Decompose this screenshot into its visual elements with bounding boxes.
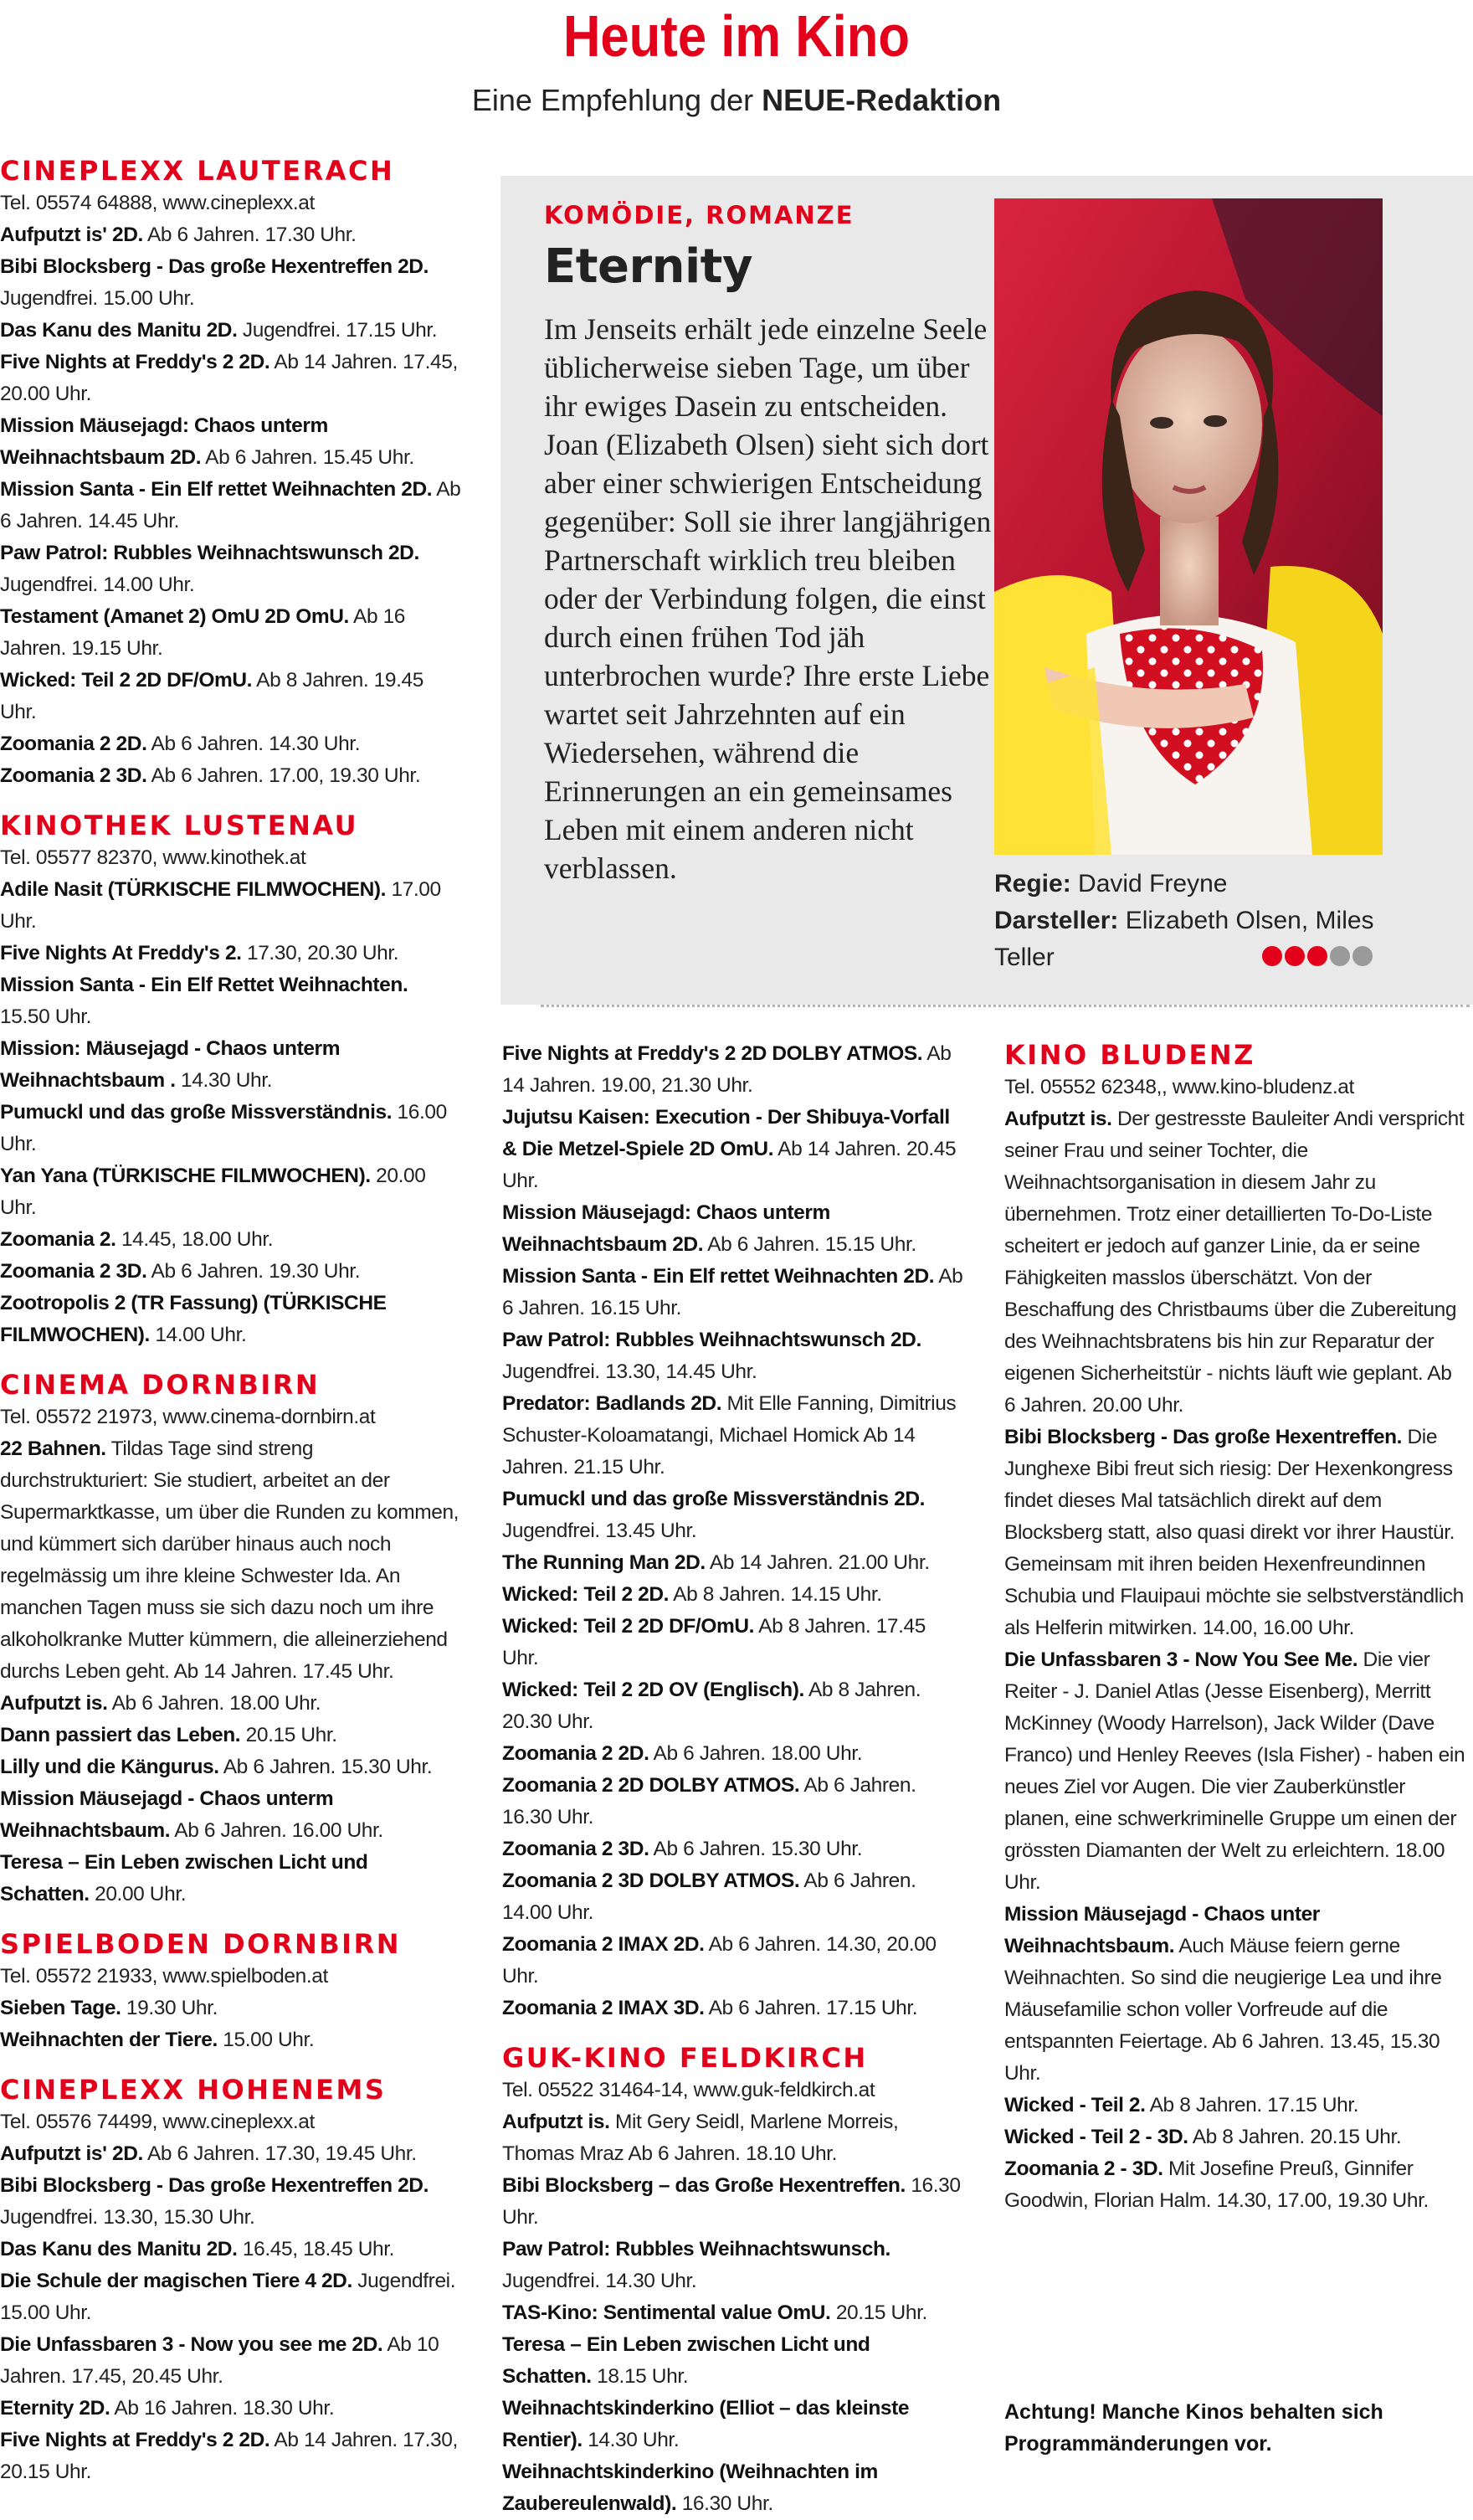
listing-line — [502, 1197, 964, 1261]
listing-line — [1004, 1422, 1466, 1644]
cinema-block — [0, 1927, 462, 2056]
listing-details: Ab 6 Jahren. 19.30 Uhr. — [146, 1260, 361, 1283]
cast-label: Darsteller: — [994, 907, 1119, 934]
listing-details: Jugendfrei. 15.00 Uhr. — [0, 287, 195, 310]
listing-line — [502, 1833, 964, 1865]
listing-line — [0, 1720, 462, 1751]
subtitle-brand: NEUE-Redaktion — [762, 83, 1002, 117]
film-title: The Running Man 2D. — [502, 1551, 706, 1574]
listing-details: Ab 6 Jahren. 14.00 Uhr. — [502, 1869, 916, 1924]
feature-genre: KOMÖDIE, ROMANZE — [544, 201, 855, 229]
listing-details: Ab 16 Jahren. 18.30 Uhr. — [110, 2397, 335, 2420]
cinema-block — [0, 809, 462, 1351]
listing-details: Ab 14 Jahren. 20.45 Uhr. — [502, 1138, 957, 1192]
listing-line — [502, 2456, 964, 2520]
listing-line — [502, 2106, 964, 2170]
listing-line — [502, 1102, 964, 1197]
listing-details: Ab 14 Jahren. 17.45, 20.00 Uhr. — [0, 351, 458, 405]
film-title: Five Nights At Freddy's 2. — [0, 942, 242, 964]
listing-line — [0, 537, 462, 601]
listing-details: Ab 6 Jahren. 17.15 Uhr. — [704, 1997, 918, 2019]
listing-line — [502, 1261, 964, 1324]
listing-details: Der gestresste Bauleiter Andi verspricht seiner Frau und seiner Tochter, die Weihnachtsorganisation in diesem Jahr zu übernehmen. Trotz einer detaillierten To-Do-Liste scheitert er jedoch auf ganzer Linie, da er seine Fähigkeiten masslos überschätzt. Von der Beschaffung des Christbaums über die Zubereitung des Weihnachtsbratens bis hin zur Reparatur der eigenen Sicherheitstür - nichts läuft wie geplant. Ab 6 Jahren. 20.00 Uhr. — [1004, 1108, 1465, 1417]
listing-line — [0, 2024, 462, 2056]
film-title: Paw Patrol: Rubbles Weihnachtswunsch 2D. — [0, 542, 419, 564]
listing-details: 14.45, 18.00 Uhr. — [115, 1228, 274, 1251]
subtitle-text: Eine Empfehlung der — [471, 83, 762, 117]
listing-line — [0, 1097, 462, 1160]
film-title: Zoomania 2 IMAX 2D. — [502, 1933, 705, 1956]
listing-line — [1004, 1899, 1466, 2090]
film-title: Wicked: Teil 2 2D DF/OmU. — [502, 1615, 755, 1638]
listing-details: Ab 8 Jahren. 17.15 Uhr. — [1145, 2094, 1359, 2116]
film-title: Teresa – Ein Leben zwischen Licht und Schatten. — [502, 2333, 870, 2388]
cinema-column-middle — [502, 1038, 964, 2520]
film-title: Paw Patrol: Rubbles Weihnachtswunsch. — [502, 2238, 890, 2260]
listing-details: 17.00 Uhr. — [0, 878, 441, 933]
film-title: Zoomania 2 3D. — [0, 764, 147, 787]
film-title: Aufputzt is. — [502, 2111, 610, 2133]
listing-details: 20.15 Uhr. — [240, 1724, 337, 1746]
listing-details: Ab 10 Jahren. 17.45, 20.45 Uhr. — [0, 2333, 439, 2388]
listing-details: Ab 14 Jahren. 17.30, 20.15 Uhr. — [0, 2429, 458, 2483]
listing-line — [502, 2297, 964, 2329]
listing-details: 14.30 Uhr. — [175, 1069, 273, 1092]
film-title: Weihnachtskinderkino (Weihnachten im Zaubereulenwald). — [502, 2461, 878, 2515]
listing-line — [0, 188, 462, 219]
listing-line — [0, 1288, 462, 1351]
listing-line — [0, 474, 462, 537]
film-title: TAS-Kino: Sentimental value OmU. — [502, 2301, 831, 2324]
listing-line — [0, 1751, 462, 1783]
film-title: Predator: Badlands 2D. — [502, 1392, 722, 1415]
listing-line — [0, 1993, 462, 2024]
listing-details: Ab 6 Jahren. 15.45 Uhr. — [201, 446, 414, 469]
film-title: Mission Mäusejagd - Chaos unterm Weihnachtsbaum. — [0, 1787, 334, 1842]
film-title: Weihnachtskinderkino (Elliot – das kleinste Rentier). — [502, 2397, 910, 2451]
listing-details: Auch Mäuse feiern gerne Weihnachten. So sind die neugierige Lea und ihre Mäusefamilie schon voller Vorfreude auf die entspannten Feiertage. Ab 6 Jahren. 13.45, 15.30 Uhr. — [1004, 1935, 1442, 2085]
feature-title: Eternity — [544, 239, 752, 294]
listing-details: Ab 14 Jahren. 19.00, 21.30 Uhr. — [502, 1042, 952, 1097]
listing-details: 20.15 Uhr. — [830, 2301, 927, 2324]
listing-line — [502, 2170, 964, 2234]
listing-details: Ab 6 Jahren. 14.45 Uhr. — [0, 478, 461, 532]
listing-details: Mit Elle Fanning, Dimitrius Schuster-Koloamatangi, Michael Homick Ab 14 Jahren. 21.15 Uhr. — [502, 1392, 957, 1479]
listing-details: Die vier Reiter - J. Daniel Atlas (Jesse Eisenberg), Merritt McKinney (Woody Harrelson), Jack Wilder (Dave Franco) und Henley Reeves (Isla Fisher) - haben ein neues Ziel vor Augen. Die vier Zauberkünstler planen, eine schwerkriminelle Gruppe um einen der grössten Diamanten der Welt zu erleichtern. 18.00 Uhr. — [1004, 1648, 1465, 1894]
cinema-name: KINO BLUDENZ — [1004, 1039, 1255, 1071]
listing-line — [502, 2393, 964, 2456]
film-title: Zoomania 2 2D. — [0, 733, 147, 755]
listing-line — [1004, 2121, 1466, 2153]
listing-line — [0, 2234, 462, 2265]
cinema-block — [0, 2073, 462, 2488]
listing-details: Ab 6 Jahren. 18.00 Uhr. — [107, 1692, 321, 1715]
cinema-block — [0, 1368, 462, 1911]
listing-details: Ab 6 Jahren. 18.00 Uhr. — [649, 1742, 863, 1765]
listing-details: Ab 6 Jahren. 16.00 Uhr. — [170, 1819, 383, 1842]
listing-details: Ab 6 Jahren. 16.30 Uhr. — [502, 1774, 916, 1828]
film-title: Aufputzt is' 2D. — [0, 2142, 143, 2165]
listing-details: Mit Josefine Preuß, Ginnifer Goodwin, Florian Halm. 14.30, 17.00, 19.30 Uhr. — [1004, 2157, 1429, 2212]
film-title: Zoomania 2 3D. — [0, 1260, 147, 1283]
cinema-column-right — [1004, 1038, 1466, 2217]
listing-details: Ab 6 Jahren. 17.30, 19.45 Uhr. — [142, 2142, 417, 2165]
film-title: Aufputzt is. — [0, 1692, 108, 1715]
listing-details: Tel. 05577 82370, www.kinothek.at — [0, 846, 306, 869]
listing-details: Ab 6 Jahren. 17.30 Uhr. — [142, 224, 357, 246]
listing-line — [502, 1611, 964, 1674]
film-title: Mission Mäusejagd: Chaos unterm Weihnachtsbaum 2D. — [0, 414, 328, 469]
feature-synopsis: Im Jenseits erhält jede einzelne Seele üblicherweise sieben Tage, um über ihr ewiges Dasein zu entscheiden. Joan (Elizabeth Olsen) sieht sich dort aber einer schwierigen Entscheidung gegenüber: Soll sie ihrer langjährigen Partnerschaft wirklich treu bleiben oder der Verbindung folgen, die einst durch einen frühen Tod jäh unterbrochen wurde? Ihre erste Liebe wartet seit Jahrzehnten auf ein Wiedersehen, während die Erinnerungen an ein gemeinsames Leben mit einem anderen nicht verblassen. — [544, 312, 992, 885]
listing-line — [502, 1547, 964, 1579]
listing-details: Tel. 05522 31464-14, www.guk-feldkirch.at — [502, 2079, 875, 2101]
rating-dot-filled — [1307, 946, 1327, 966]
listing-details: Ab 6 Jahren. 14.30 Uhr. — [146, 733, 361, 755]
film-title: Bibi Blocksberg - Das große Hexentreffen 2D. — [0, 2174, 429, 2197]
listing-details: Ab 16 Jahren. 19.15 Uhr. — [0, 605, 406, 660]
film-title: Jujutsu Kaisen: Execution - Der Shibuya-Vorfall & Die Metzel-Spiele 2D OmU. — [502, 1106, 950, 1160]
listing-line — [0, 1688, 462, 1720]
rating-dot-filled — [1285, 946, 1305, 966]
director-line — [994, 866, 1388, 903]
film-title: Mission Santa - Ein Elf rettet Weihnachten 2D. — [0, 478, 433, 501]
feature-photo — [994, 198, 1383, 855]
film-title: Wicked: Teil 2 2D. — [502, 1583, 670, 1606]
listing-line — [0, 601, 462, 665]
film-title: Five Nights at Freddy's 2 2D. — [0, 2429, 270, 2451]
cinema-block — [1004, 1038, 1466, 2217]
film-title: Die Unfassbaren 3 - Now you see me 2D. — [0, 2333, 383, 2356]
director-label: Regie: — [994, 870, 1071, 897]
listing-line — [1004, 2153, 1466, 2217]
listing-line — [502, 1993, 964, 2024]
listing-line — [1004, 1644, 1466, 1899]
listing-details: Ab 8 Jahren. 17.45 Uhr. — [502, 1615, 926, 1669]
film-title: Sieben Tage. — [0, 1997, 121, 2019]
film-title: Mission Mäusejagd: Chaos unterm Weihnachtsbaum 2D. — [502, 1201, 830, 1256]
cinema-block — [502, 1038, 964, 2024]
listing-line — [0, 1433, 462, 1688]
page-title: Heute im Kino — [562, 3, 911, 69]
film-title: Paw Patrol: Rubbles Weihnachtswunsch 2D. — [502, 1329, 921, 1351]
listing-details: Ab 6 Jahren. 15.30 Uhr. — [649, 1838, 863, 1860]
film-title: Mission: Mäusejagd - Chaos unterm Weihnachtsbaum . — [0, 1037, 341, 1092]
film-title: Bibi Blocksberg - Das große Hexentreffen 2D. — [0, 255, 429, 278]
film-title: Zoomania 2 3D DOLBY ATMOS. — [502, 1869, 800, 1892]
listing-details: Ab 6 Jahren. 14.30, 20.00 Uhr. — [502, 1933, 937, 1988]
film-title: Teresa – Ein Leben zwischen Licht und Schatten. — [0, 1851, 368, 1905]
film-title: Zoomania 2 - 3D. — [1004, 2157, 1163, 2180]
listing-line — [0, 2393, 462, 2425]
listing-line — [0, 2265, 462, 2329]
film-title: Zoomania 2 3D. — [502, 1838, 649, 1860]
listing-line — [0, 1847, 462, 1911]
listing-details: Jugendfrei. 13.45 Uhr. — [502, 1520, 697, 1542]
cinema-name: SPIELBODEN DORNBIRN — [0, 1928, 401, 1960]
film-title: Yan Yana (TÜRKISCHE FILMWOCHEN). — [0, 1165, 371, 1187]
listing-details: 15.00 Uhr. — [217, 2029, 315, 2051]
listing-line — [0, 1256, 462, 1288]
listing-details: 19.30 Uhr. — [121, 1997, 218, 2019]
listing-line — [502, 2329, 964, 2393]
listing-line — [0, 969, 462, 1033]
listing-line — [0, 938, 462, 969]
rating-dots — [1262, 946, 1375, 968]
listing-line — [0, 2425, 462, 2488]
film-title: Wicked - Teil 2. — [1004, 2094, 1146, 2116]
cinema-block — [0, 154, 462, 792]
listing-details: Ab 8 Jahren. 19.45 Uhr. — [0, 669, 423, 723]
cinema-name: KINOTHEK LUSTENAU — [0, 810, 359, 841]
listing-details: Jugendfrei. 13.30, 15.30 Uhr. — [0, 2206, 255, 2229]
listing-details: Ab 14 Jahren. 21.00 Uhr. — [705, 1551, 930, 1574]
listing-line — [0, 842, 462, 874]
listing-line — [502, 1324, 964, 1388]
listing-line — [0, 2138, 462, 2170]
listing-details: Tildas Tage sind streng durchstrukturiert: Sie studiert, arbeitet an der Supermarktkasse, um über die Runden zu kommen, und kümmert sich darüber hinaus auch noch regelmässig um ihre kleine Schwester Ida. An manchen Tagen muss sie sich dazu noch um ihre alkoholkranke Mutter kümmern, die alleinerziehend durchs Leben geht. Ab 14 Jahren. 17.45 Uhr. — [0, 1437, 459, 1683]
film-title: Zoomania 2 IMAX 3D. — [502, 1997, 705, 2019]
listing-line — [0, 1783, 462, 1847]
film-title: Aufputzt is. — [1004, 1108, 1112, 1130]
rating-dot-empty — [1330, 946, 1350, 966]
film-title: Das Kanu des Manitu 2D. — [0, 2238, 238, 2260]
listing-line — [0, 219, 462, 251]
listing-line — [502, 2234, 964, 2297]
listing-line — [0, 1401, 462, 1433]
program-change-notice: Achtung! Manche Kinos behalten sich Programmänderungen vor. — [1004, 2400, 1383, 2456]
listing-details: Ab 8 Jahren. 14.15 Uhr. — [669, 1583, 882, 1606]
rating-dot-empty — [1352, 946, 1373, 966]
film-title: Adile Nasit (TÜRKISCHE FILMWOCHEN). — [0, 878, 387, 901]
film-title: Pumuckl und das große Missverständnis. — [0, 1101, 393, 1124]
listing-line — [0, 2170, 462, 2234]
film-title: Zootropolis 2 (TR Fassung) (TÜRKISCHE FILMWOCHEN). — [0, 1292, 387, 1346]
listing-details: Tel. 05572 21933, www.spielboden.at — [0, 1965, 328, 1988]
cast-names: Elizabeth Olsen, Miles Teller — [994, 907, 1374, 971]
listing-details: Ab 8 Jahren. 20.30 Uhr. — [502, 1679, 921, 1733]
listing-line — [0, 410, 462, 474]
cinema-name: CINEPLEXX HOHENEMS — [0, 2074, 387, 2106]
listing-details: 14.30 Uhr. — [582, 2429, 680, 2451]
listing-line — [502, 2075, 964, 2106]
film-title: Zoomania 2 2D. — [502, 1742, 649, 1765]
listing-details: 14.00 Uhr. — [149, 1324, 247, 1346]
listing-details: Ab 8 Jahren. 20.15 Uhr. — [1188, 2126, 1402, 2148]
listing-details: 20.00 Uhr. — [0, 1165, 426, 1219]
listing-details: 16.30 Uhr. — [502, 2174, 961, 2229]
film-title: Dann passiert das Leben. — [0, 1724, 241, 1746]
film-title: Wicked: Teil 2 2D OV (Englisch). — [502, 1679, 804, 1701]
listing-details: Ab 6 Jahren. 16.15 Uhr. — [502, 1265, 963, 1319]
film-still-image — [994, 198, 1383, 855]
film-title: Mission Santa - Ein Elf Rettet Weihnachten. — [0, 974, 408, 996]
listing-details: Tel. 05576 74499, www.cineplexx.at — [0, 2111, 315, 2133]
listing-details: 18.15 Uhr. — [591, 2365, 689, 2388]
listing-line — [0, 315, 462, 347]
listing-line — [0, 874, 462, 938]
listing-line — [502, 1738, 964, 1770]
film-title: Die Unfassbaren 3 - Now You See Me. — [1004, 1648, 1358, 1671]
feature-divider — [541, 1005, 1470, 1007]
listing-details: Ab 6 Jahren. 17.00, 19.30 Uhr. — [146, 764, 421, 787]
listing-line — [502, 1484, 964, 1547]
film-title: Weihnachten der Tiere. — [0, 2029, 218, 2051]
film-title: Wicked: Teil 2 2D DF/OmU. — [0, 669, 253, 692]
listing-details: Jugendfrei. 15.00 Uhr. — [0, 2270, 456, 2324]
film-title: Die Schule der magischen Tiere 4 2D. — [0, 2270, 352, 2292]
listing-details: Mit Gery Seidl, Marlene Morreis, Thomas Mraz Ab 6 Jahren. 18.10 Uhr. — [502, 2111, 899, 2165]
listing-line — [0, 1961, 462, 1993]
film-title: Mission Santa - Ein Elf rettet Weihnachten 2D. — [502, 1265, 935, 1288]
film-title: 22 Bahnen. — [0, 1437, 106, 1460]
listing-line — [502, 1929, 964, 1993]
listing-line — [0, 665, 462, 728]
listing-line — [502, 1388, 964, 1484]
film-title: Lilly und die Kängurus. — [0, 1756, 219, 1778]
listing-line — [0, 251, 462, 315]
cinema-block — [502, 2041, 964, 2520]
listing-line — [0, 2106, 462, 2138]
listing-details: Tel. 05552 62348,, www.kino-bludenz.at — [1004, 1076, 1354, 1098]
listing-details: 16.30 Uhr. — [676, 2492, 773, 2515]
film-title: Aufputzt is' 2D. — [0, 224, 143, 246]
listing-line — [502, 1579, 964, 1611]
listing-line — [502, 1865, 964, 1929]
page-subtitle — [0, 82, 1473, 119]
listing-details: Ab 6 Jahren. 15.30 Uhr. — [218, 1756, 433, 1778]
cinema-name: CINEPLEXX LAUTERACH — [0, 155, 395, 187]
listing-details: Jugendfrei. 14.30 Uhr. — [502, 2270, 697, 2292]
film-title: Eternity 2D. — [0, 2397, 110, 2420]
cinema-name: GUK-KINO FELDKIRCH — [502, 2042, 868, 2074]
listing-line — [502, 1674, 964, 1738]
listing-details: 15.50 Uhr. — [0, 1005, 92, 1028]
cinema-column-left — [0, 154, 462, 2488]
listing-details: 16.45, 18.45 Uhr. — [237, 2238, 395, 2260]
film-title: Mission Mäusejagd - Chaos unter Weihnachtsbaum. — [1004, 1903, 1320, 1957]
film-title: Zoomania 2. — [0, 1228, 116, 1251]
listing-line — [0, 347, 462, 410]
film-title: Testament (Amanet 2) OmU 2D OmU. — [0, 605, 349, 628]
listing-line — [1004, 2090, 1466, 2121]
listing-line — [1004, 1103, 1466, 1422]
listing-details: Die Junghexe Bibi freut sich riesig: Der Hexenkongress findet dieses Mal tatsächlich direkt auf dem Blocksberg statt, also quasi direkt vor ihrer Haustür. Gemeinsam mit ihren beiden Hexenfreundinnen Schubia und Flauipaui möchte sie selbstverständlich als Helferin mitwirken. 14.00, 16.00 Uhr. — [1004, 1426, 1464, 1639]
listing-line — [1004, 1072, 1466, 1103]
listing-details: Tel. 05572 21973, www.cinema-dornbirn.at — [0, 1406, 376, 1428]
rating-dot-filled — [1262, 946, 1282, 966]
film-title: Zoomania 2 2D DOLBY ATMOS. — [502, 1774, 800, 1797]
listing-line — [502, 1038, 964, 1102]
listing-details: Jugendfrei. 13.30, 14.45 Uhr. — [502, 1360, 757, 1383]
listing-line — [502, 1770, 964, 1833]
listing-details: Jugendfrei. 14.00 Uhr. — [0, 573, 195, 596]
film-title: Bibi Blocksberg – das Große Hexentreffen. — [502, 2174, 906, 2197]
listing-line — [0, 760, 462, 792]
director-name: David Freyne — [1078, 870, 1228, 897]
film-title: Wicked - Teil 2 - 3D. — [1004, 2126, 1188, 2148]
listing-details: 20.00 Uhr. — [89, 1883, 187, 1905]
cinema-name: CINEMA DORNBIRN — [0, 1369, 321, 1401]
film-title: Five Nights at Freddy's 2 2D DOLBY ATMOS. — [502, 1042, 923, 1065]
listing-details: Jugendfrei. 17.15 Uhr. — [237, 319, 438, 342]
listing-line — [0, 1224, 462, 1256]
listing-details: Ab 6 Jahren. 15.15 Uhr. — [703, 1233, 916, 1256]
listing-details: 17.30, 20.30 Uhr. — [241, 942, 399, 964]
film-title: Pumuckl und das große Missverständnis 2D. — [502, 1488, 926, 1510]
film-title: Das Kanu des Manitu 2D. — [0, 319, 238, 342]
listing-details: Tel. 05574 64888, www.cineplexx.at — [0, 192, 315, 214]
listing-line — [0, 1160, 462, 1224]
listing-line — [0, 2329, 462, 2393]
listing-line — [0, 728, 462, 760]
listing-details: 16.00 Uhr. — [0, 1101, 447, 1155]
listing-line — [0, 1033, 462, 1097]
film-title: Five Nights at Freddy's 2 2D. — [0, 351, 270, 373]
film-title: Bibi Blocksberg - Das große Hexentreffen. — [1004, 1426, 1403, 1448]
